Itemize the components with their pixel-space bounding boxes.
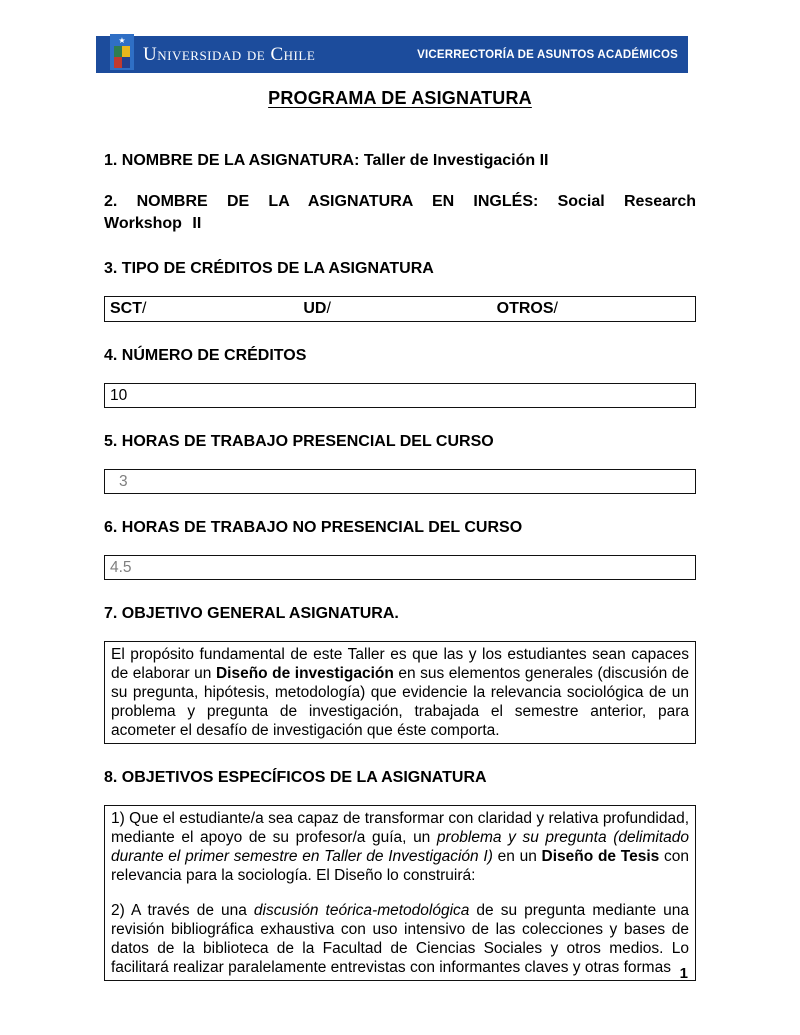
university-crest-icon: [110, 34, 134, 70]
section-1: [104, 150, 696, 172]
header-bar: [96, 36, 688, 73]
section-3-heading: 3. TIPO DE CRÉDITOS DE LA ASIGNATURA: [104, 260, 434, 277]
specific-objective-paragraph-1: 1) Que el estudiante/a sea capaz de transformar con claridad y relativa profundidad, mediante el apoyo de su profesor/a guía, un problema y su pregunta (delimitado durante el primer semestre en Taller de Investigación I) en un Diseño de Tesis con relevancia para la sociología. El Diseño lo construirá:: [111, 810, 690, 884]
document-body: [104, 144, 696, 981]
credit-label-otros-slash: /: [553, 300, 558, 317]
section-6-heading: 6. HORAS DE TRABAJO NO PRESENCIAL DEL CURSO: [104, 519, 523, 536]
credit-label-sct: [110, 299, 303, 319]
presential-hours-value: 3: [119, 473, 128, 490]
crest-shield-icon: [114, 46, 130, 68]
university-name: Universidad de Chile: [143, 44, 316, 65]
vicerrectoria-label: VICERRECTORÍA DE ASUNTOS ACADÉMICOS: [417, 48, 678, 61]
credit-label-ud-slash: /: [326, 300, 331, 317]
crest-quadrant-gold: [122, 46, 130, 57]
section-5: [104, 431, 696, 494]
section-4: [104, 345, 696, 408]
general-objective-box: [104, 641, 696, 744]
section-4-heading: 4. NÚMERO DE CRÉDITOS: [104, 347, 307, 364]
specific-objective-paragraph-2: 2) A través de una discusión teórica-metodológica de su pregunta mediante una revisión bibliográfica exhaustiva con uso intensivo de las colecciones y bases de datos de la biblioteca de la Facultad de Ciencias Sociales y otros medios. Lo facilitará realizar paralelamente entrevistas con informantes claves y otras formas: [111, 902, 689, 976]
section-8-heading: 8. OBJETIVOS ESPECÍFICOS DE LA ASIGNATURA: [104, 769, 487, 786]
section-7: [104, 603, 696, 744]
section-8: [104, 767, 696, 981]
presential-hours-box: [104, 469, 696, 494]
credits-value: 10: [110, 387, 128, 404]
credit-label-sct-slash: /: [142, 300, 147, 317]
credit-label-ud-text: UD: [303, 300, 327, 317]
crest-star-icon: ★: [118, 36, 126, 45]
crest-quadrant-navy: [122, 57, 130, 68]
section-6: [104, 517, 696, 580]
page-number: 1: [679, 965, 688, 982]
section-5-heading: 5. HORAS DE TRABAJO PRESENCIAL DEL CURSO: [104, 433, 494, 450]
general-objective-paragraph: El propósito fundamental de este Taller es que las y los estudiantes sean capaces de elaborar un Diseño de investigación en sus elementos generales (discusión de su pregunta, hipótesis, metodología) que evidencie la relevancia sociológica de un problema y pregunta de investigación, trabajada el semestre anterior, para acometer el desafío de investigación que éste comporta.: [111, 646, 690, 739]
section-2-heading: 2. NOMBRE DE LA ASIGNATURA EN INGLÉS: Social Research Workshop II: [104, 193, 696, 232]
section-1-heading: 1. NOMBRE DE LA ASIGNATURA: Taller de Investigación II: [104, 152, 549, 169]
credit-label-otros: [497, 299, 690, 319]
non-presential-hours-box: [104, 555, 696, 580]
specific-objectives-box: [104, 805, 696, 981]
credit-label-otros-text: OTROS: [496, 300, 554, 317]
credit-label-sct-text: SCT: [110, 300, 142, 317]
credit-label-ud: [303, 299, 496, 319]
credit-type-box: [104, 296, 696, 322]
document-title: PROGRAMA DE ASIGNATURA: [268, 88, 532, 108]
non-presential-hours-value: 4.5: [110, 559, 132, 576]
section-7-heading: 7. OBJETIVO GENERAL ASIGNATURA.: [104, 605, 399, 622]
crest-quadrant-red: [114, 57, 122, 68]
section-3: [104, 258, 696, 322]
credits-value-box: [104, 383, 696, 408]
section-2: [104, 191, 696, 235]
university-brand: [110, 36, 316, 70]
crest-quadrant-green: [114, 46, 122, 57]
